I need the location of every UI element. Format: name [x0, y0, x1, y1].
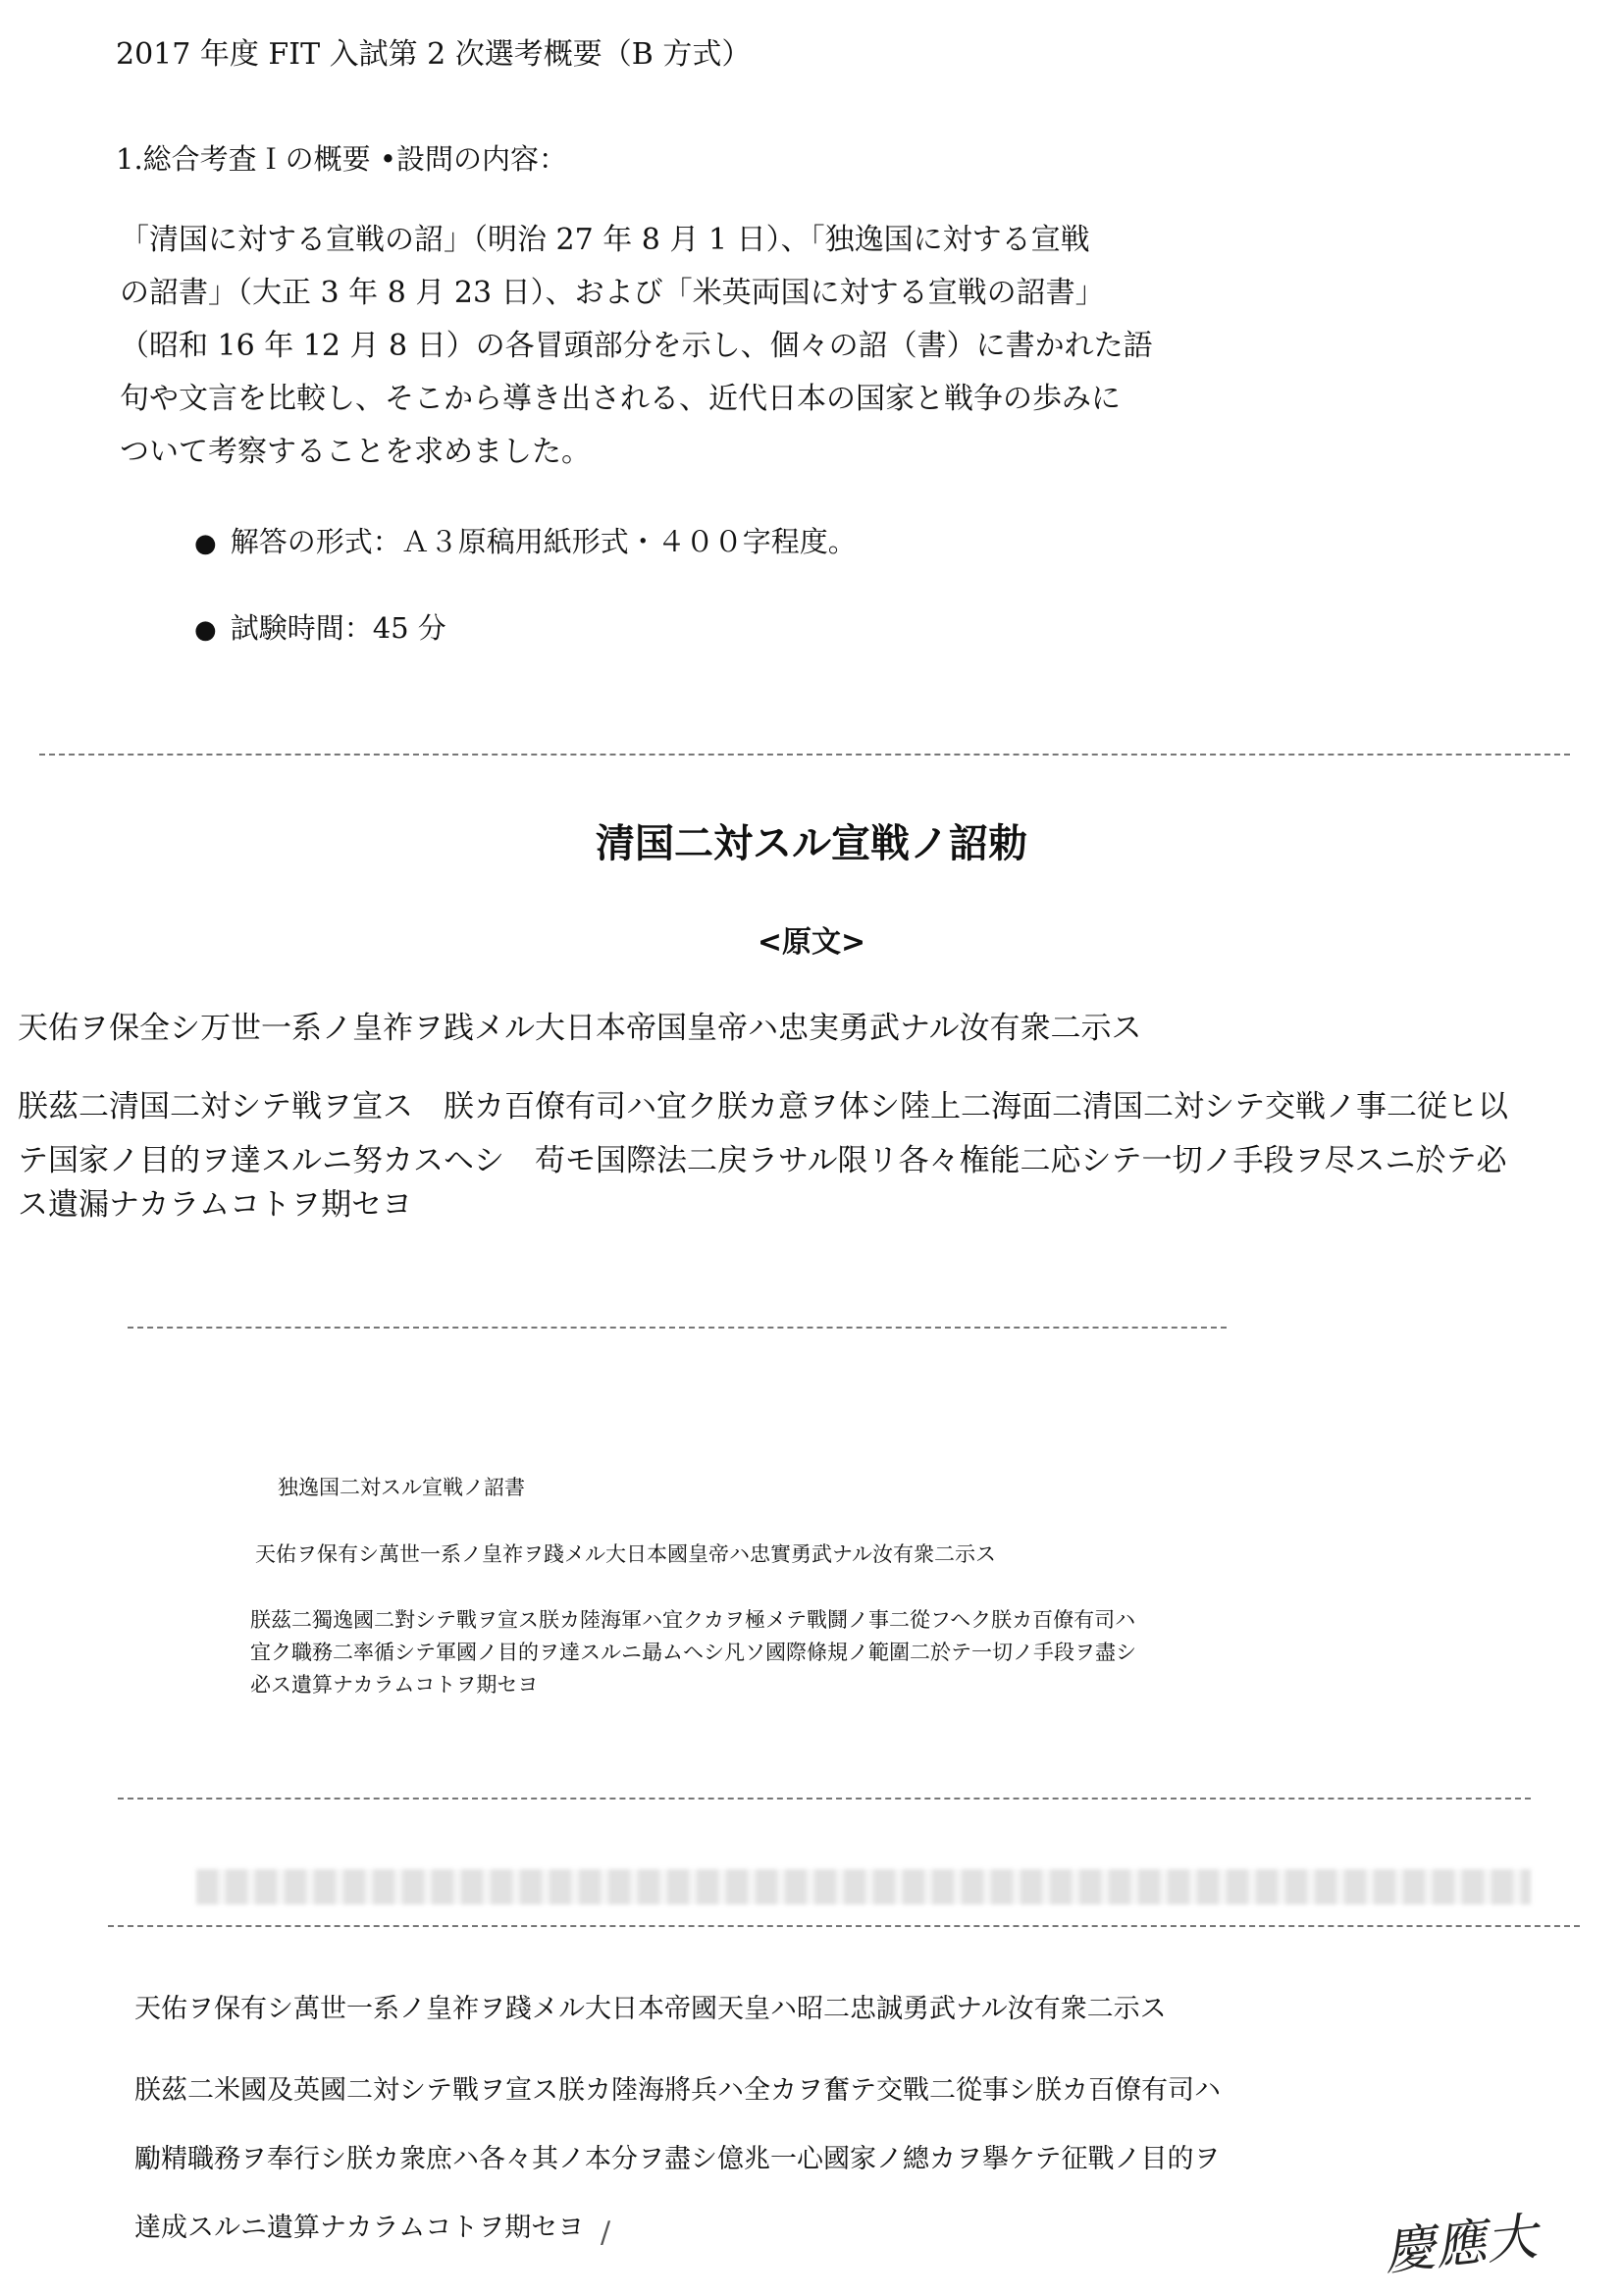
bullet-text: 解答の形式：Ａ３原稿用紙形式・４００字程度。: [230, 525, 857, 558]
germany-line: 必ス遺算ナカラムコトヲ期セヨ: [250, 1673, 539, 1696]
divider: [39, 754, 1570, 756]
germany-title: 独逸国二対スル宣戦ノ詔書: [278, 1476, 525, 1499]
usuk-line: 達成スルニ遺算ナカラムコトヲ期セヨ: [134, 2213, 585, 2243]
divider: [128, 1327, 1227, 1329]
paragraph-line: 「清国に対する宣戦の詔」（明治 27 年 8 月 1 日）、「独逸国に対する宣戦: [120, 223, 1090, 257]
usuk-line: 朕茲二米國及英國二対シテ戰ヲ宣ス朕カ陸海將兵ハ全カヲ奮テ交戰二從事シ朕カ百僚有司ハ: [134, 2075, 1221, 2106]
paragraph-line: ついて考察することを求めました。: [120, 435, 591, 469]
bullet-icon: ●: [194, 529, 217, 558]
usuk-line: 天佑ヲ保有シ萬世一系ノ皇祚ヲ踐メル大日本帝國天皇ハ昭二忠誠勇武ナル汝有衆二示ス: [134, 1994, 1167, 2024]
bullet-icon: ●: [194, 615, 217, 645]
qing-line: テ国家ノ目的ヲ達スルニ努カスヘシ 苟モ国際法二戻ラサル限リ各々権能二応シテ一切ノ手段ヲ尽スニ於テ必: [18, 1143, 1507, 1178]
qing-line: 天佑ヲ保全シ万世一系ノ皇祚ヲ践メル大日本帝国皇帝ハ忠実勇武ナル汝有衆二示ス: [18, 1011, 1142, 1046]
question-paragraph: [120, 214, 1153, 479]
qing-line: ス遺漏ナカラムコトヲ期セヨ: [18, 1187, 413, 1223]
faded-text-strip: [196, 1869, 1531, 1905]
page-header-title: 2017 年度 FIT 入試第 2 次選考概要（B 方式）: [116, 37, 752, 72]
germany-line: 宜ク職務二率循シテ軍國ノ目的ヲ達スルニ朂ムヘシ凡ソ國際條規ノ範圍二於テ一切ノ手段ヲ盡シ: [250, 1641, 1136, 1664]
paragraph-line: の詔書」（大正 3 年 8 月 23 日）、および「米英両国に対する宣戦の詔書」: [120, 276, 1105, 310]
germany-line: 天佑ヲ保有シ萬世一系ノ皇祚ヲ踐メル大日本國皇帝ハ忠實勇武ナル汝有衆二示ス: [255, 1542, 996, 1566]
usuk-line: 勵精職務ヲ奉行シ朕カ衆庶ハ各々其ノ本分ヲ盡シ億兆一心國家ノ總カヲ擧ケテ征戰ノ目的ヲ: [134, 2144, 1221, 2174]
qing-subtitle: <原文>: [757, 925, 866, 960]
bullet-exam-time: [194, 606, 446, 647]
germany-line: 朕茲二獨逸國二對シテ戰ヲ宣ス朕カ陸海軍ハ宜クカヲ極メテ戰鬪ノ事二從フヘク朕カ百僚有司ハ: [250, 1608, 1136, 1632]
paragraph-line: 句や文言を比較し、そこから導き出される、近代日本の国家と戦争の歩みに: [120, 382, 1121, 416]
handwritten-signature: 慶應大: [1381, 2207, 1541, 2282]
qing-line: 朕茲二清国二対シテ戦ヲ宣ス 朕カ百僚有司ハ宜ク朕カ意ヲ体シ陸上二海面二清国二対シテ交戦ノ事二従ヒ以: [18, 1089, 1508, 1124]
qing-title: 清国二対スル宣戦ノ詔勅: [596, 821, 1027, 866]
bullet-text: 試験時間：45 分: [230, 611, 446, 645]
divider: [118, 1798, 1531, 1800]
bullet-answer-format: [194, 520, 857, 560]
section-heading: 1.総合考査Ｉの概要 •設問の内容：: [116, 142, 567, 176]
divider: [108, 1925, 1580, 1927]
pen-mark: /: [601, 2216, 611, 2250]
paragraph-line: （昭和 16 年 12 月 8 日）の各冒頭部分を示し、個々の詔（書）に書かれた語: [120, 329, 1153, 363]
